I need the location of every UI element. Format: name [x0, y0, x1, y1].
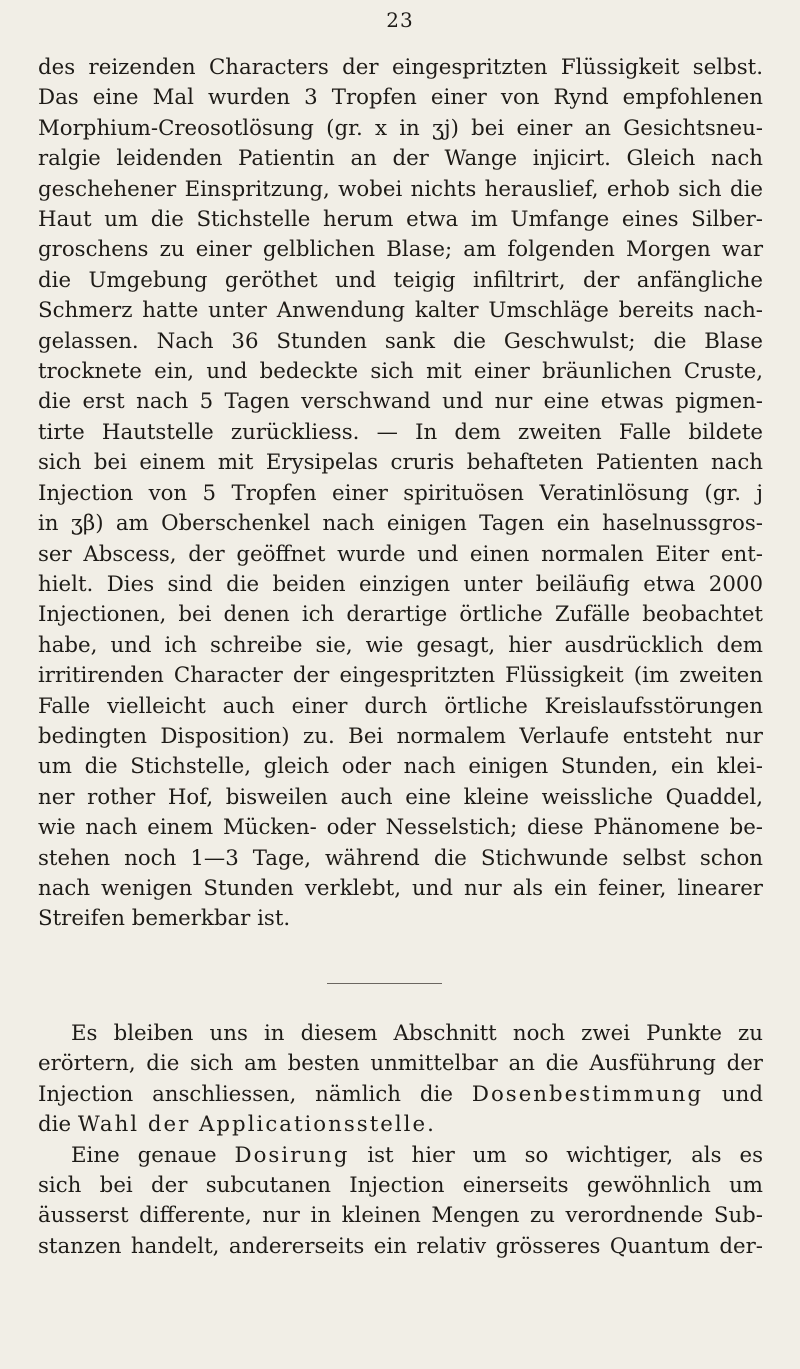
text-line: Morphium-Creosotlösung (gr. x in ʒj) bei einer an Gesichtsneu- [38, 115, 763, 141]
text-line: tirte Hautstelle zurückliess. — In dem zweiten Falle bildete [38, 419, 763, 445]
text-fragment: Injection anschliessen, nämlich die [38, 1081, 472, 1107]
text-fragment: die [38, 1112, 78, 1138]
text-line: wie nach einem Mücken- oder Nesselstich; diese Phänomene be- [38, 815, 763, 841]
text-line: ralgie leidenden Patientin an der Wange injicirt. Gleich nach [38, 146, 763, 172]
text-line: hielt. Dies sind die beiden einzigen unter beiläufig etwa 2000 [38, 571, 763, 597]
page-number: 23 [386, 8, 414, 32]
section-text [38, 1019, 763, 1262]
text-line: ser Abscess, der geöffnet wurde und einen normalen Eiter ent- [38, 541, 763, 567]
text-line: stehen noch 1—3 Tage, während die Stichwunde selbst schon [38, 845, 763, 871]
text-line: bedingten Disposition) zu. Bei normalem Verlaufe entsteht nur [38, 723, 763, 749]
text-line: äusserst differente, nur in kleinen Mengen zu verordnende Sub- [38, 1203, 763, 1229]
text-line: des reizenden Characters der eingespritzten Flüssigkeit selbst. [38, 55, 763, 80]
text-line [38, 1141, 763, 1171]
text-line: sich bei einem mit Erysipelas cruris behafteten Patienten nach [38, 450, 763, 476]
text-line: in ʒβ) am Oberschenkel nach einigen Tagen ein haselnussgros- [38, 511, 763, 537]
text-line: ner rother Hof, bisweilen auch eine kleine weissliche Quaddel, [38, 784, 763, 810]
text-line: trocknete ein, und bedeckte sich mit einer bräunlichen Cruste, [38, 359, 763, 385]
emphasis-applicationsstelle: Wahl der Applicationsstelle [77, 1112, 428, 1138]
section-divider [327, 983, 442, 984]
text-line: geschehener Einspritzung, wobei nichts herauslief, erhob sich die [38, 176, 763, 202]
emphasis-dosirung: Dosirung [234, 1142, 350, 1168]
text-line: gelassen. Nach 36 Stunden sank die Geschwulst; die Blase [38, 328, 763, 354]
text-line [38, 1080, 763, 1110]
text-line: Das eine Mal wurden 3 Tropfen einer von Rynd empfohlenen [38, 85, 763, 111]
text-line: Injectionen, bei denen ich derartige örtliche Zufälle beobachtet [38, 602, 763, 628]
paragraph-case-reports [38, 53, 763, 935]
text-line: Es bleiben uns in diesem Abschnitt noch zwei Punkte zu [71, 1021, 763, 1046]
text-fragment: Eine genaue [71, 1142, 235, 1168]
text-fragment: und [703, 1081, 763, 1107]
text-line: Streifen bemerkbar ist. [38, 906, 291, 932]
text-line: habe, und ich schreibe sie, wie gesagt, hier ausdrücklich dem [38, 632, 763, 658]
text-line: Schmerz hatte unter Anwendung kalter Umschläge bereits nach- [38, 298, 763, 324]
text-line: Injection von 5 Tropfen einer spirituösen Veratinlösung (gr. j [38, 480, 763, 506]
text-line: irritirenden Character der eingespritzten Flüssigkeit (im zweiten [38, 663, 763, 689]
text-fragment: . [427, 1112, 434, 1138]
text-line: erörtern, die sich am besten unmittelbar an die Ausführung der [38, 1051, 763, 1077]
text-line: sich bei der subcutanen Injection einerseits gewöhnlich um [38, 1173, 763, 1199]
text-line: groschens zu einer gelblichen Blase; am folgenden Morgen war [38, 237, 763, 263]
text-fragment: ist hier um so wichtiger, als es [349, 1142, 764, 1168]
text-line: stanzen handelt, andererseits ein relativ grösseres Quantum der- [38, 1233, 763, 1259]
text-line: die erst nach 5 Tagen verschwand und nur eine etwas pigmen- [38, 389, 763, 415]
emphasis-dosenbestimmung: Dosenbestimmung [471, 1081, 704, 1107]
text-line: Falle vielleicht auch einer durch örtliche Kreislaufsstörungen [38, 693, 763, 719]
text-line: Haut um die Stichstelle herum etwa im Umfange eines Silber- [38, 207, 763, 233]
text-line: die Umgebung geröthet und teigig infiltrirt, der anfängliche [38, 267, 763, 293]
text-line: nach wenigen Stunden verklebt, und nur als ein feiner, linearer [38, 875, 763, 901]
text-line: um die Stichstelle, gleich oder nach einigen Stunden, ein klei- [38, 754, 763, 780]
text-line [38, 1110, 763, 1140]
